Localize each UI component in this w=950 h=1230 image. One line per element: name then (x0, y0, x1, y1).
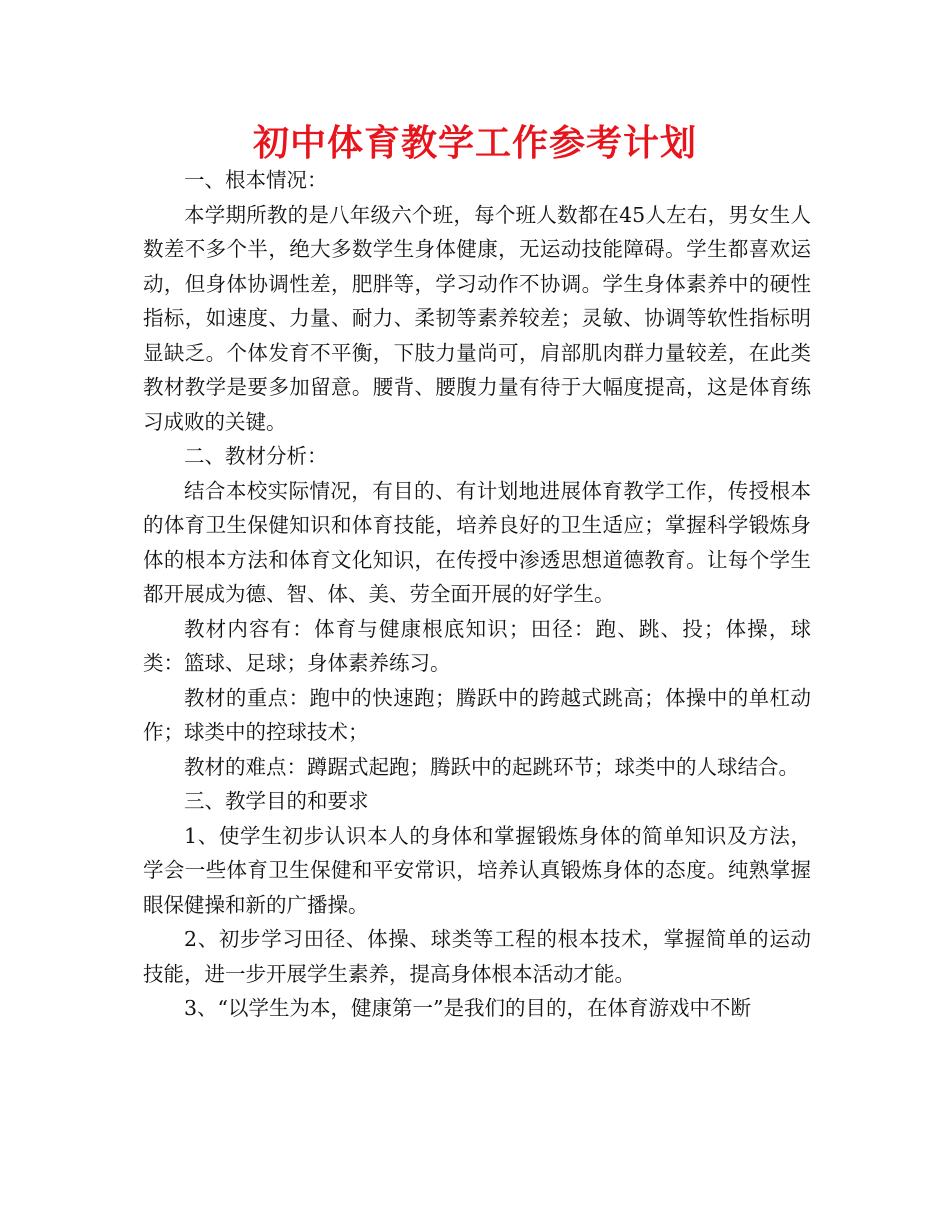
paragraph-goal-2: 2、初步学习田径、体操、球类等工程的根本技术，掌握简单的运动技能，进一步开展学生素养，提高身体根本活动才能。 (143, 927, 811, 986)
section-heading-basic-situation: 一、根本情况： (184, 168, 328, 192)
paragraph-basic-situation: 本学期所教的是八年级六个班，每个班人数都在45人左右，男女生人数差不多个半，绝大多数学生身体健康，无运动技能障碍。学生都喜欢运动，但身体协调性差，肥胖等，学习动作不协调。学生身体素养中的硬性指标，如速度、力量、耐力、柔韧等素养较差；灵敏、协调等软性指标明显缺乏。个体发育不平衡，下肢力量尚可，肩部肌肉群力量较差，在此类教材教学是要多加留意。腰背、腰腹力量有待于大幅度提高，这是体育练习成败的关键。 (143, 202, 811, 434)
paragraph-material-content: 教材内容有：体育与健康根底知识；田径：跑、跳、投；体操，球类：篮球、足球；身体素养练习。 (143, 616, 811, 675)
paragraph-material-analysis: 结合本校实际情况，有目的、有计划地进展体育教学工作，传授根本的体育卫生保健知识和体育技能，培养良好的卫生适应；掌握科学锻炼身体的根本方法和体育文化知识，在传授中渗透思想道德教育。让每个学生都开展成为德、智、体、美、劳全面开展的好学生。 (143, 478, 811, 606)
document-body (143, 163, 811, 1026)
document-title: 初中体育教学工作参考计划 (252, 122, 697, 164)
paragraph-goal-3: 3、“以学生为本，健康第一”是我们的目的，在体育游戏中不断 (184, 996, 752, 1020)
paragraph-material-difficulties: 教材的难点：蹲踞式起跑；腾跃中的起跳环节；球类中的人球结合。 (184, 754, 799, 779)
section-heading-material-analysis: 二、教材分析： (184, 444, 328, 468)
paragraph-goal-1: 1、使学生初步认识本人的身体和掌握锻炼身体的简单知识及方法，学会一些体育卫生保健和平安常识，培养认真锻炼身体的态度。纯熟掌握眼保健操和新的广播操。 (143, 823, 811, 917)
section-heading-teaching-goals: 三、教学目的和要求 (184, 789, 369, 813)
paragraph-material-key-points: 教材的重点：跑中的快速跑；腾跃中的跨越式跳高；体操中的单杠动作；球类中的控球技术； (143, 685, 811, 744)
